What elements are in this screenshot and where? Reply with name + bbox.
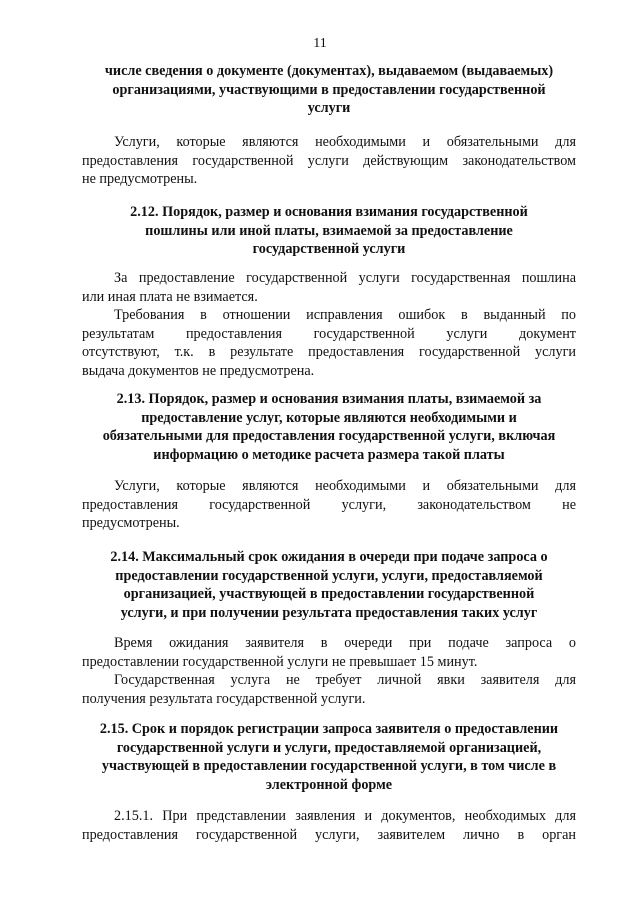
page-number: 11: [313, 36, 327, 51]
paragraph-services: [82, 133, 576, 189]
paragraph-line: предусмотрены.: [82, 515, 180, 531]
heading-line: 2.14. Максимальный срок ожидания в очереди при подаче запроса о: [110, 549, 548, 565]
paragraph-waiting-time: [82, 634, 576, 671]
section-heading-2-12: [82, 203, 576, 259]
intro-heading-line: числе сведения о документе (документах), выдаваемом (выдаваемых): [104, 63, 554, 79]
section-heading-2-14: [82, 548, 576, 622]
paragraph-line: Услуги, которые являются необходимыми и обязательными для: [114, 478, 576, 494]
paragraph-line: предоставлении государственной услуги не превышает 15 минут.: [82, 653, 478, 670]
heading-line: информацию о методике расчета размера такой платы: [153, 446, 505, 463]
paragraph-line: выдача документов не предусмотрена.: [82, 362, 315, 379]
heading-line: услуги, и при получении результата предоставления таких услуг: [120, 604, 538, 621]
heading-line: предоставление услуг, которые являются необходимыми и: [141, 409, 517, 426]
intro-heading-line: организациями, участвующими в предоставлении государственной: [112, 81, 546, 98]
paragraph-line: Время ожидания заявителя в очереди при подаче запроса о: [114, 635, 576, 651]
intro-heading: [82, 62, 576, 118]
heading-line: государственной услуги и услуги, предоставляемой организацией,: [116, 739, 542, 756]
section-heading-2-13: [82, 390, 576, 464]
paragraph-line: Услуги, которые являются необходимыми и обязательными для: [114, 134, 576, 150]
heading-line: организацией, участвующей в предоставлении государственной: [123, 586, 535, 602]
heading-line: государственной услуги: [252, 241, 406, 257]
paragraph-line: предоставления государственной услуги, заявителем лично в орган: [82, 826, 576, 843]
heading-line: 2.15. Срок и порядок регистрации запроса заявителя о предоставлении: [99, 721, 559, 737]
heading-line: участвующей в предоставлении государственной услуги, в том числе в: [101, 758, 557, 774]
paragraph-line: не предусмотрены.: [82, 171, 198, 187]
heading-line: пошлины или иной платы, взимаемой за предоставление: [145, 222, 513, 239]
heading-line: предоставлении государственной услуги, услуги, предоставляемой: [115, 567, 543, 584]
heading-line: 2.13. Порядок, размер и основания взимания платы, взимаемой за: [116, 391, 542, 407]
paragraph-required-services: [82, 477, 576, 533]
paragraph-errors: [82, 306, 576, 380]
intro-heading-line: услуги: [307, 100, 351, 116]
paragraph-line: или иная плата не взимается.: [82, 288, 258, 305]
heading-line: 2.12. Порядок, размер и основания взимания государственной: [130, 204, 528, 220]
paragraph-line: Требования в отношении исправления ошибок в выданный по: [114, 307, 576, 323]
paragraph-line: результатам предоставления государственной услуги документ: [82, 325, 576, 342]
paragraph-line: предоставления государственной услуги действующим законодательством: [82, 152, 576, 169]
paragraph-fee: [82, 269, 576, 306]
paragraph-line: За предоставление государственной услуги государственная пошлина: [114, 270, 576, 286]
paragraph-line: получения результата государственной услуги.: [82, 690, 366, 707]
heading-line: электронной форме: [265, 776, 393, 793]
paragraph-line: 2.15.1. При представлении заявления и документов, необходимых для: [114, 808, 576, 824]
paragraph-2-15-1: [82, 807, 576, 844]
heading-line: обязательными для предоставления государственной услуги, включая: [102, 428, 556, 444]
paragraph-line: отсутствуют, т.к. в результате предоставления государственной услуги: [82, 344, 576, 360]
paragraph-no-visit: [82, 671, 576, 708]
section-heading-2-15: [82, 720, 576, 794]
paragraph-line: Государственная услуга не требует личной явки заявителя для: [114, 672, 576, 688]
paragraph-line: предоставления государственной услуги, законодательством не: [82, 496, 576, 513]
